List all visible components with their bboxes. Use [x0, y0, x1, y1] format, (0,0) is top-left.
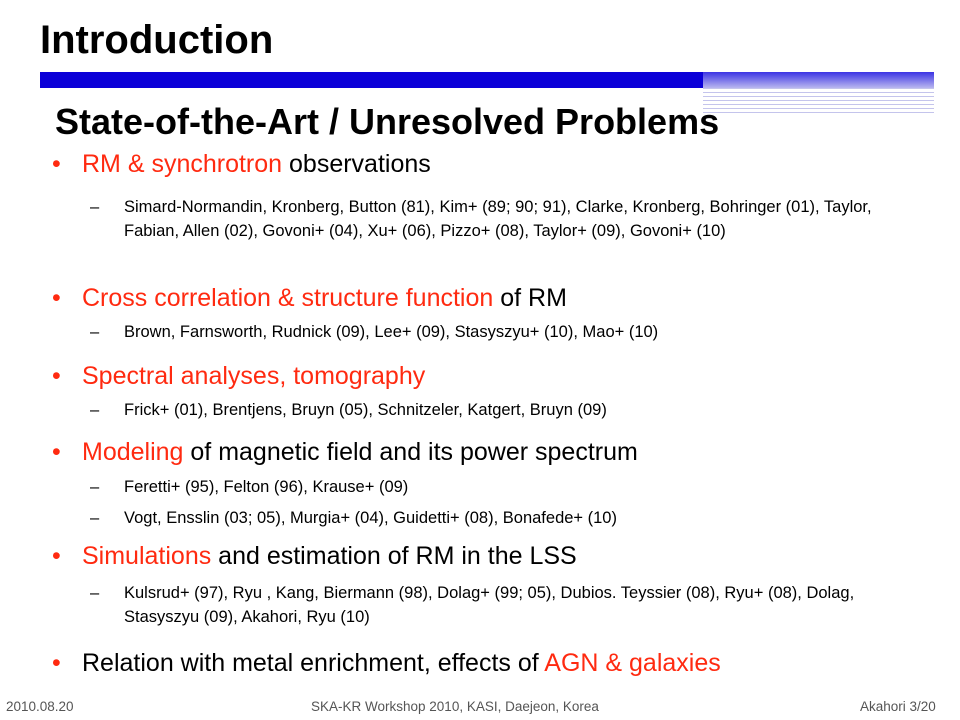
- footer-event: SKA-KR Workshop 2010, KASI, Daejeon, Korea: [311, 699, 599, 714]
- sub-bullet: [90, 321, 930, 345]
- sub-bullet: [90, 476, 930, 500]
- sub-bullet-text: Vogt, Ensslin (03; 05), Murgia+ (04), Guidetti+ (08), Bonafede+ (10): [124, 509, 617, 527]
- sub-bullet: [90, 582, 930, 629]
- bullet-dot: •: [52, 649, 61, 677]
- dash-glyph: –: [90, 198, 100, 216]
- sub-bullet: [90, 196, 930, 243]
- dash-glyph: –: [90, 478, 100, 496]
- bullet-highlight: AGN & galaxies: [544, 649, 721, 677]
- bullet-highlight: Spectral analyses, tomography: [82, 362, 426, 390]
- sub-bullet: [90, 507, 930, 531]
- bullet-text: [82, 149, 431, 179]
- sub-bullet-text: Brown, Farnsworth, Rudnick (09), Lee+ (09), Stasyszyu+ (10), Mao+ (10): [124, 323, 659, 341]
- bullet-dot: •: [52, 438, 61, 466]
- bullet-rest: and estimation of RM in the LSS: [211, 542, 577, 570]
- dash-glyph: –: [90, 323, 100, 341]
- sub-bullet-text: Feretti+ (95), Felton (96), Krause+ (09): [124, 478, 409, 496]
- bullet-text: [82, 648, 721, 678]
- title-underline-bar: [40, 72, 703, 88]
- bullet-dot: •: [52, 362, 61, 390]
- bullet-text: [82, 437, 638, 467]
- footer-page-number: Akahori 3/20: [860, 699, 936, 714]
- dash-glyph: –: [90, 509, 100, 527]
- bullet-lead: Relation with metal enrichment, effects of: [82, 649, 545, 677]
- bullet-dot: •: [52, 284, 61, 312]
- dash-glyph: –: [90, 584, 100, 602]
- bullet-rest: observations: [282, 150, 431, 178]
- bullet-highlight: Simulations: [82, 542, 212, 570]
- dash-glyph: –: [90, 401, 100, 419]
- bullet-dot: •: [52, 542, 61, 570]
- bullet-text: [82, 283, 567, 313]
- sub-bullet-text: Frick+ (01), Brentjens, Bruyn (05), Schnitzeler, Katgert, Bruyn (09): [124, 401, 607, 419]
- footer-date: 2010.08.20: [6, 699, 74, 714]
- bullet-rest: of magnetic field and its power spectrum: [183, 438, 638, 466]
- bullet-text: [82, 541, 577, 571]
- slide-title: Introduction: [40, 18, 274, 62]
- bullet-dot: •: [52, 150, 61, 178]
- sub-bullet-text: Kulsrud+ (97), Ryu , Kang, Biermann (98), Dolag+ (99; 05), Dubios. Teyssier (08), Ryu+ (08), Dolag, Stasyszyu (09), Akahori, Ryu (10): [124, 584, 855, 626]
- bullet-highlight: Modeling: [82, 438, 184, 466]
- bullet-highlight: Cross correlation & structure function: [82, 284, 494, 312]
- bullet-text: [82, 361, 425, 391]
- slide-subtitle: State-of-the-Art / Unresolved Problems: [55, 101, 720, 142]
- bullet-rest: of RM: [493, 284, 567, 312]
- sub-bullet: [90, 399, 930, 423]
- title-stripe-decoration: [703, 72, 934, 116]
- sub-bullet-text: Simard-Normandin, Kronberg, Button (81), Kim+ (89; 90; 91), Clarke, Kronberg, Bohringer (01), Taylor, Fabian, Allen (02), Govoni+ (04), Xu+ (06), Pizzo+ (08), Taylor+ (09), Govoni+ (10): [124, 198, 872, 240]
- bullet-highlight: RM & synchrotron: [82, 150, 283, 178]
